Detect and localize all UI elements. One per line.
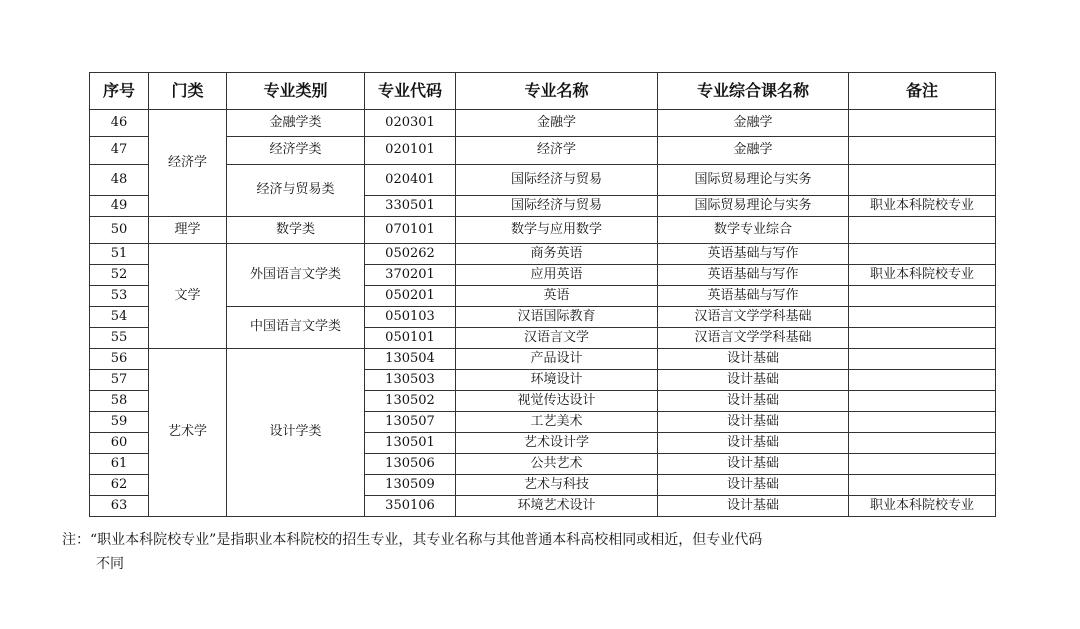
major-name: 公共艺术 — [456, 454, 658, 475]
course-name: 设计基础 — [658, 475, 849, 496]
column-header: 序号 — [90, 73, 149, 110]
row-number: 58 — [90, 391, 149, 412]
table-body — [90, 110, 996, 517]
remark-cell — [849, 433, 996, 454]
course-name: 英语基础与写作 — [658, 265, 849, 286]
row-number: 63 — [90, 496, 149, 517]
row-number: 50 — [90, 217, 149, 244]
category-cell: 外国语言文学类 — [227, 244, 365, 307]
remark-cell — [849, 412, 996, 433]
major-name: 产品设计 — [456, 349, 658, 370]
remark-cell — [849, 165, 996, 196]
table-row — [90, 349, 996, 370]
major-name: 工艺美术 — [456, 412, 658, 433]
remark-cell — [849, 328, 996, 349]
row-number: 60 — [90, 433, 149, 454]
major-code: 050201 — [365, 286, 456, 307]
category-cell: 金融学类 — [227, 110, 365, 137]
major-name: 商务英语 — [456, 244, 658, 265]
remark-cell: 职业本科院校专业 — [849, 496, 996, 517]
major-code: 130507 — [365, 412, 456, 433]
category-cell: 经济学类 — [227, 137, 365, 165]
column-header: 专业代码 — [365, 73, 456, 110]
remark-cell — [849, 110, 996, 137]
major-name: 金融学 — [456, 110, 658, 137]
footnote-line-1: 注：“职业本科院校专业”是指职业本科院校的招生专业，其专业名称与其他普通本科高校相同或相近，但专业代码 — [62, 532, 763, 548]
course-name: 设计基础 — [658, 433, 849, 454]
major-name: 英语 — [456, 286, 658, 307]
remark-cell — [849, 217, 996, 244]
row-number: 56 — [90, 349, 149, 370]
row-number: 49 — [90, 196, 149, 217]
course-name: 金融学 — [658, 110, 849, 137]
remark-cell — [849, 454, 996, 475]
course-name: 英语基础与写作 — [658, 244, 849, 265]
course-name: 设计基础 — [658, 454, 849, 475]
major-name: 数学与应用数学 — [456, 217, 658, 244]
major-code: 050101 — [365, 328, 456, 349]
category-cell: 数学类 — [227, 217, 365, 244]
major-name: 经济学 — [456, 137, 658, 165]
major-code: 050103 — [365, 307, 456, 328]
column-header: 专业名称 — [456, 73, 658, 110]
remark-cell: 职业本科院校专业 — [849, 265, 996, 286]
remark-cell — [849, 475, 996, 496]
major-code: 020301 — [365, 110, 456, 137]
row-number: 57 — [90, 370, 149, 391]
major-name: 汉语国际教育 — [456, 307, 658, 328]
major-name: 应用英语 — [456, 265, 658, 286]
major-name: 环境艺术设计 — [456, 496, 658, 517]
remark-cell — [849, 286, 996, 307]
row-number: 52 — [90, 265, 149, 286]
major-code: 020101 — [365, 137, 456, 165]
course-name: 设计基础 — [658, 370, 849, 391]
row-number: 54 — [90, 307, 149, 328]
major-code: 130506 — [365, 454, 456, 475]
course-name: 设计基础 — [658, 412, 849, 433]
row-number: 47 — [90, 137, 149, 165]
course-name: 汉语言文学学科基础 — [658, 307, 849, 328]
table-row — [90, 110, 996, 137]
course-name: 数学专业综合 — [658, 217, 849, 244]
major-name: 环境设计 — [456, 370, 658, 391]
major-name: 艺术设计学 — [456, 433, 658, 454]
remark-cell — [849, 244, 996, 265]
major-code: 130502 — [365, 391, 456, 412]
row-number: 51 — [90, 244, 149, 265]
row-number: 53 — [90, 286, 149, 307]
course-name: 金融学 — [658, 137, 849, 165]
table-row — [90, 217, 996, 244]
course-name: 汉语言文学学科基础 — [658, 328, 849, 349]
remark-cell — [849, 391, 996, 412]
row-number: 59 — [90, 412, 149, 433]
course-name: 设计基础 — [658, 349, 849, 370]
remark-cell — [849, 349, 996, 370]
course-name: 国际贸易理论与实务 — [658, 196, 849, 217]
major-code: 130501 — [365, 433, 456, 454]
major-code: 050262 — [365, 244, 456, 265]
major-name: 艺术与科技 — [456, 475, 658, 496]
major-code: 020401 — [365, 165, 456, 196]
discipline-cell: 文学 — [149, 244, 227, 349]
row-number: 48 — [90, 165, 149, 196]
major-code: 070101 — [365, 217, 456, 244]
column-header: 专业类别 — [227, 73, 365, 110]
course-name: 设计基础 — [658, 496, 849, 517]
major-code: 330501 — [365, 196, 456, 217]
row-number: 46 — [90, 110, 149, 137]
major-name: 汉语言文学 — [456, 328, 658, 349]
footnote — [62, 528, 992, 576]
row-number: 62 — [90, 475, 149, 496]
major-name: 国际经济与贸易 — [456, 196, 658, 217]
column-header: 门类 — [149, 73, 227, 110]
row-number: 61 — [90, 454, 149, 475]
category-cell: 经济与贸易类 — [227, 165, 365, 217]
row-number: 55 — [90, 328, 149, 349]
table-header-row — [90, 73, 996, 110]
discipline-cell: 经济学 — [149, 110, 227, 217]
major-name: 国际经济与贸易 — [456, 165, 658, 196]
category-cell: 设计学类 — [227, 349, 365, 517]
table-row — [90, 244, 996, 265]
major-code: 370201 — [365, 265, 456, 286]
remark-cell — [849, 137, 996, 165]
course-name: 国际贸易理论与实务 — [658, 165, 849, 196]
major-name: 视觉传达设计 — [456, 391, 658, 412]
major-code: 130509 — [365, 475, 456, 496]
course-name: 设计基础 — [658, 391, 849, 412]
majors-table — [89, 72, 996, 517]
major-code: 130503 — [365, 370, 456, 391]
major-code: 130504 — [365, 349, 456, 370]
column-header: 专业综合课名称 — [658, 73, 849, 110]
remark-cell — [849, 307, 996, 328]
remark-cell: 职业本科院校专业 — [849, 196, 996, 217]
column-header: 备注 — [849, 73, 996, 110]
category-cell: 中国语言文学类 — [227, 307, 365, 349]
major-code: 350106 — [365, 496, 456, 517]
discipline-cell: 艺术学 — [149, 349, 227, 517]
remark-cell — [849, 370, 996, 391]
footnote-line-2: 不同 — [96, 556, 124, 572]
discipline-cell: 理学 — [149, 217, 227, 244]
course-name: 英语基础与写作 — [658, 286, 849, 307]
